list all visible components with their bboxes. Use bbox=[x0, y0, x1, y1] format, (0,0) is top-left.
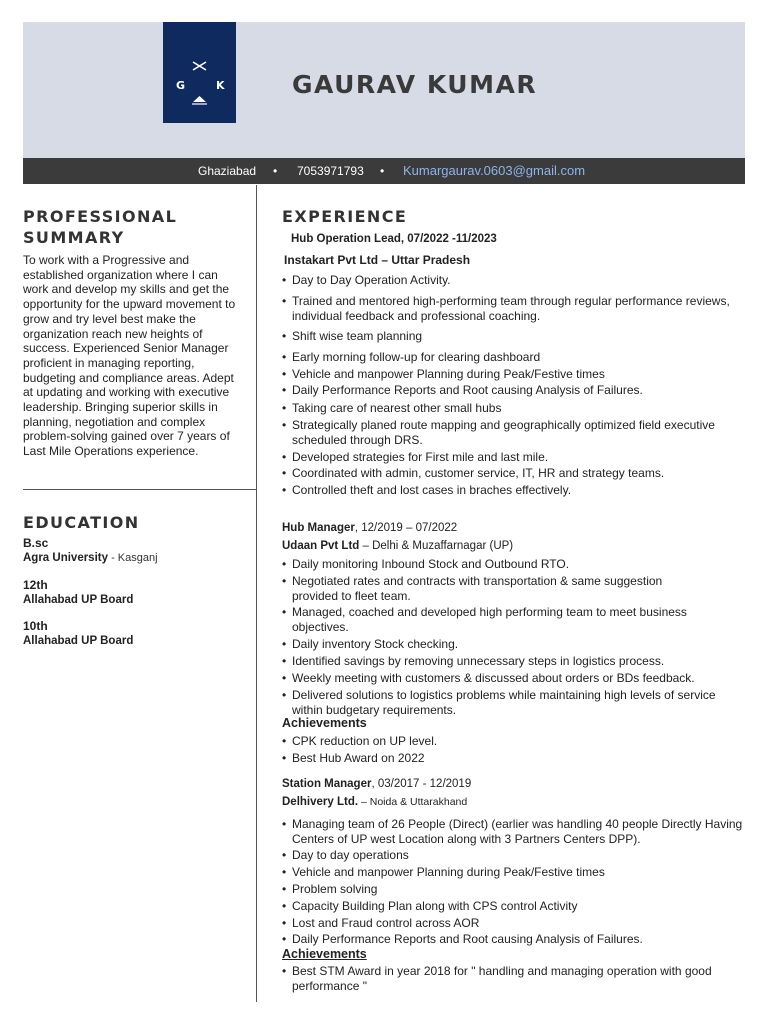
education-item bbox=[23, 619, 243, 649]
list-item: • Lost and Fraud control across AOR bbox=[282, 916, 480, 930]
list-item: • Managed, coached and developed high performing team to meet business objectives. bbox=[282, 605, 687, 634]
job-company: Delhivery Ltd. – Noida & Uttarakhand bbox=[282, 796, 468, 808]
job-company: Udaan Pvt Ltd – Delhi & Muzaffarnagar (UP) bbox=[282, 540, 514, 552]
list-item: • Developed strategies for First mile and last mile. bbox=[282, 450, 549, 464]
list-item: • Vehicle and manpower Planning during Peak/Festive times bbox=[282, 367, 605, 381]
section-divider bbox=[23, 489, 257, 490]
monogram-letter-left: G bbox=[176, 79, 186, 92]
list-item: • Daily monitoring Inbound Stock and Outbound RTO. bbox=[282, 557, 570, 571]
job-role: Hub Operation Lead, 07/2022 -11/2023 bbox=[291, 233, 497, 245]
list-item: • Vehicle and manpower Planning during Peak/Festive times bbox=[282, 865, 605, 879]
list-item: • Best STM Award in year 2018 for " handling and managing operation with good performance " bbox=[282, 964, 712, 993]
job-role: Station Manager, 03/2017 - 12/2019 bbox=[282, 778, 472, 790]
list-item: • Strategically planed route mapping and geographically optimized field executive scheduled through DRS. bbox=[282, 418, 715, 447]
list-item: • Weekly meeting with customers & discussed about orders or BDs feedback. bbox=[282, 671, 695, 685]
list-item: • Coordinated with admin, customer service, IT, HR and strategy teams. bbox=[282, 466, 665, 480]
list-item: • Delivered solutions to logistics problems while maintaining high levels of service within budgetary requirements. bbox=[282, 688, 716, 717]
achievements-heading: Achievements bbox=[282, 947, 367, 961]
list-item: • Early morning follow-up for clearing dashboard bbox=[282, 350, 541, 364]
education-school: Agra University bbox=[23, 552, 109, 564]
monogram-letter-right: K bbox=[216, 79, 225, 92]
contact-email[interactable]: Kumargaurav.0603@gmail.com bbox=[403, 163, 586, 178]
list-item: • Controlled theft and lost cases in braches effectively. bbox=[282, 483, 572, 497]
contact-bar bbox=[23, 158, 745, 184]
education-degree: 10th bbox=[23, 619, 48, 633]
list-item: • Trained and mentored high-performing team through regular performance reviews, individual feedback and professional coaching. bbox=[282, 294, 730, 323]
column-divider bbox=[256, 185, 257, 1002]
education-school: Allahabad UP Board bbox=[23, 635, 134, 647]
education-degree: 12th bbox=[23, 578, 48, 592]
job-role: Hub Manager, 12/2019 – 07/2022 bbox=[282, 522, 458, 534]
list-item: • Identified savings by removing unnecessary steps in logistics process. bbox=[282, 654, 665, 668]
list-item: • Best Hub Award on 2022 bbox=[282, 751, 425, 765]
achievements-heading: Achievements bbox=[282, 716, 367, 730]
education-item bbox=[23, 578, 243, 608]
summary-text: To work with a Progressive and established organization where I can work and develop my skills and get the opportunity for the upward movement to grow and try level best make the organization reach new heights of success. Experienced Senior Manager proficient in managing reporting, budgeting and compliance areas. Adept at updating and working with executive leadership. Bringing superior skills in planning, negotiation and complex problem-solving gained over 7 years of Last Mile Operations experience. bbox=[23, 253, 236, 459]
list-item: • Taking care of nearest other small hubs bbox=[282, 401, 502, 415]
list-item: • Shift wise team planning bbox=[282, 329, 423, 343]
list-item: • Negotiated rates and contracts with transportation & same suggestion provided to fleet team. bbox=[282, 574, 663, 603]
education-school: Allahabad UP Board bbox=[23, 594, 134, 606]
contact-city: Ghaziabad bbox=[198, 164, 257, 178]
list-item: • Daily Performance Reports and Root causing Analysis of Failures. bbox=[282, 383, 643, 397]
education-heading: EDUCATION bbox=[23, 513, 140, 532]
list-item: • Problem solving bbox=[282, 882, 378, 896]
contact-phone: 7053971793 bbox=[297, 164, 364, 178]
list-item: • Day to Day Operation Activity. bbox=[282, 273, 451, 287]
list-item: • Capacity Building Plan along with CPS control Activity bbox=[282, 899, 578, 913]
list-item: • Day to day operations bbox=[282, 848, 409, 862]
candidate-name: GAURAV KUMAR bbox=[292, 70, 538, 99]
list-item: • CPK reduction on UP level. bbox=[282, 734, 438, 748]
list-item: • Daily Performance Reports and Root causing Analysis of Failures. bbox=[282, 932, 643, 946]
job-company: Instakart Pvt Ltd – Uttar Pradesh bbox=[284, 253, 471, 267]
summary-heading: PROFESSIONAL SUMMARY bbox=[23, 207, 178, 247]
experience-heading: EXPERIENCE bbox=[282, 207, 408, 226]
education-degree: B.sc bbox=[23, 536, 49, 550]
list-item: • Managing team of 26 People (Direct) (earlier was handling 40 people Directly Having Centers of UP west Location along with 3 Partners Centers DPP). bbox=[282, 817, 743, 846]
list-item: • Daily inventory Stock checking. bbox=[282, 637, 459, 651]
monogram-logo bbox=[163, 22, 236, 123]
education-location: - Kasganj bbox=[108, 552, 158, 564]
education-item bbox=[23, 536, 243, 566]
contact-separator: • bbox=[273, 164, 278, 178]
contact-separator: • bbox=[380, 164, 385, 178]
